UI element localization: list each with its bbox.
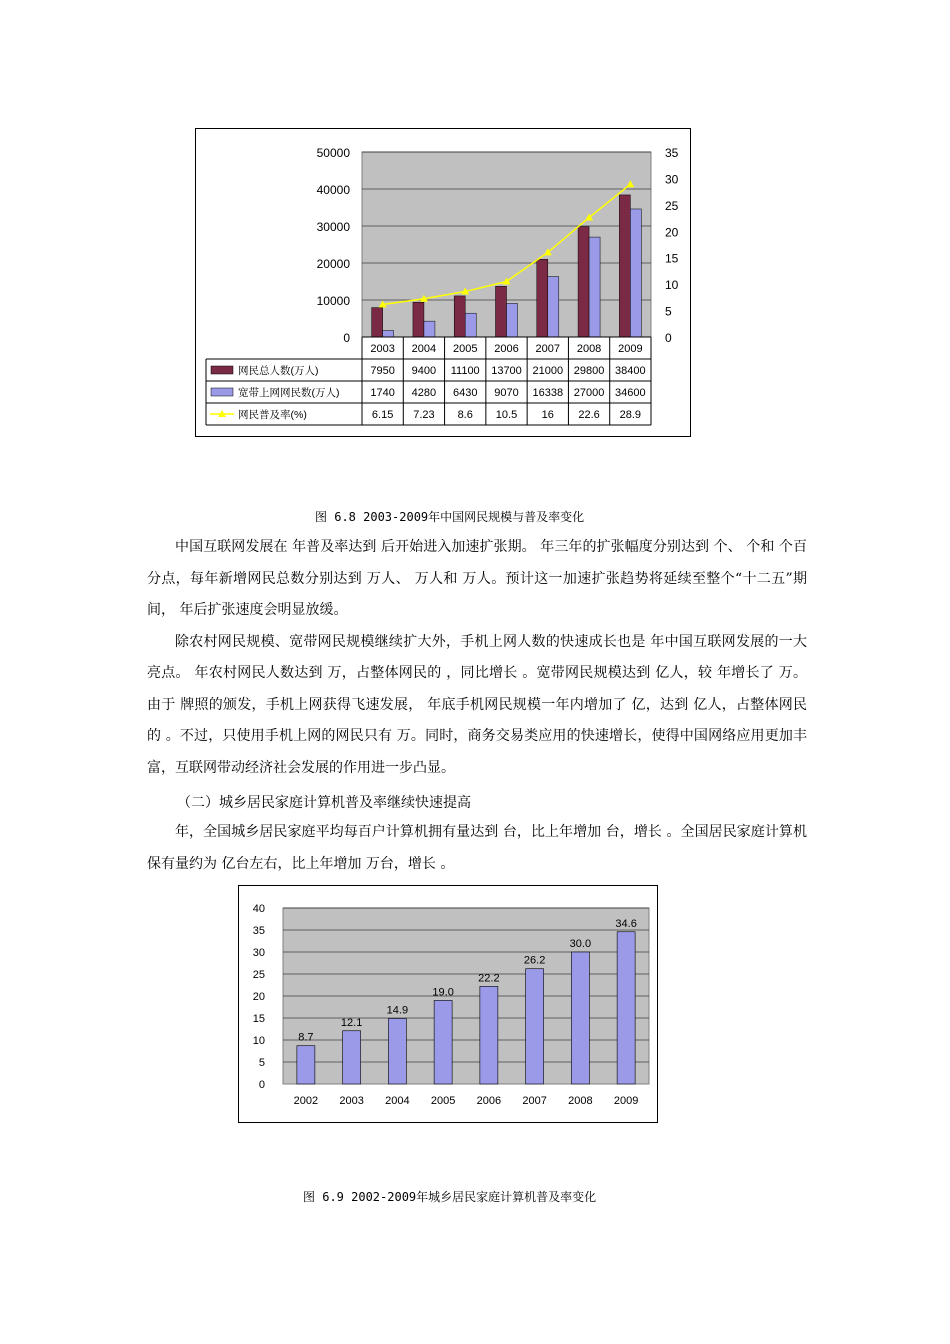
bar: [480, 986, 498, 1084]
body-text: [147, 532, 807, 784]
bar-value-label: 34.6: [615, 917, 637, 930]
table-cell: 34600: [615, 387, 646, 399]
bar: [413, 302, 424, 337]
table-cell: 11100: [450, 365, 480, 377]
y-right-tick-label: 35: [665, 146, 679, 160]
table-cell: 22.6: [578, 409, 600, 421]
paragraph-2: 除农村网民规模、宽带网民规模继续扩大外，手机上网人数的快速成长也是 年中国互联网发展的一大亮点。 年农村网民人数达到 万，占整体网民的 ，同比增长 。宽带网民规模达到 亿人，较 年增长了 万。由于 牌照的颁发，手机上网获得飞速发展， 年底手机网民规模一年内增加了 亿，达到 亿人，占整体网民的 。不过，只使用手机上网的网民只有 万。同时，商务交易类应用的快速增长，使得中国网络应用更加丰富，互联网带动经济社会发展的作用进一步凸显。: [147, 633, 807, 776]
bar-value-label: 19.0: [432, 986, 454, 999]
x-category-label: 2004: [385, 1095, 410, 1107]
y-right-tick-label: 10: [665, 278, 679, 293]
y-right-tick-label: 0: [665, 331, 672, 345]
bar: [526, 969, 544, 1084]
y-tick-label: 30: [252, 947, 265, 959]
bar: [619, 195, 630, 337]
bar: [434, 1000, 452, 1084]
bar-value-label: 8.7: [298, 1031, 314, 1044]
table-cell: 16338: [532, 387, 564, 399]
y-tick-label: 40: [252, 903, 265, 915]
x-category-label: 2008: [576, 343, 602, 355]
bar: [465, 313, 476, 337]
table-cell: 6.15: [371, 409, 394, 421]
bar: [507, 303, 518, 337]
table-cell: 1740: [370, 387, 395, 399]
computer-penetration-chart: [238, 885, 658, 1123]
x-category-label: 2002: [293, 1095, 319, 1107]
table-cell: 10.5: [495, 409, 518, 421]
bar-value-label: 22.2: [478, 972, 500, 985]
x-category-label: 2006: [476, 1095, 502, 1107]
y-right-tick-label: 25: [665, 198, 679, 213]
section-subheading: （二）城乡居民家庭计算机普及率继续快速提高: [177, 795, 471, 811]
table-cell: 27000: [573, 387, 605, 399]
y-left-tick-label: 30000: [316, 220, 350, 234]
y-left-tick-label: 50000: [316, 146, 350, 160]
y-left-tick-label: 0: [343, 331, 350, 345]
x-category-label: 2003: [339, 1095, 364, 1107]
table-cell: 28.9: [619, 409, 642, 421]
y-tick-label: 10: [252, 1035, 265, 1047]
bar: [589, 237, 600, 337]
bar: [372, 308, 383, 337]
x-category-label: 2009: [613, 1095, 639, 1107]
y-right-tick-label: 15: [665, 251, 679, 266]
figure-caption-6-8: 图 6.8 2003-2009年中国网民规模与普及率变化: [315, 510, 585, 524]
bar: [571, 952, 589, 1084]
bar-value-label: 14.9: [386, 1004, 409, 1017]
y-left-tick-label: 10000: [316, 294, 350, 308]
legend-swatch: [211, 388, 233, 396]
table-cell: 16: [541, 409, 554, 421]
y-left-tick-label: 20000: [316, 257, 350, 271]
legend-label: 网民普及率(%): [238, 409, 307, 421]
table-cell: 7950: [370, 365, 395, 377]
bar: [537, 259, 548, 337]
table-cell: 4280: [411, 387, 437, 399]
bar: [548, 277, 559, 337]
bar-value-label: 30.0: [569, 938, 592, 950]
x-category-label: 2005: [452, 343, 478, 355]
x-category-label: 2008: [568, 1095, 593, 1107]
y-right-tick-label: 5: [665, 304, 672, 319]
bar: [617, 932, 635, 1084]
paragraph-3: 年，全国城乡居民家庭平均每百户计算机拥有量达到 台，比上年增加 台，增长 。全国居民家庭计算机保有量约为 亿台左右，比上年增加 万台，增长 。: [147, 824, 807, 872]
computer-penetration-chart-svg: [239, 886, 659, 1124]
y-tick-label: 35: [252, 925, 265, 937]
y-tick-label: 25: [252, 969, 265, 981]
bar: [496, 286, 507, 337]
bar: [297, 1046, 315, 1084]
bar: [630, 209, 641, 337]
x-category-label: 2009: [618, 343, 643, 355]
table-cell: 8.6: [457, 409, 473, 421]
figure-caption-6-9: 图 6.9 2002-2009年城乡居民家庭计算机普及率变化: [303, 1190, 597, 1204]
table-cell: 29800: [573, 365, 605, 377]
y-tick-label: 20: [252, 991, 265, 1003]
internet-users-chart-svg: [196, 129, 692, 438]
y-left-tick-label: 40000: [316, 183, 350, 197]
table-cell: 9070: [494, 387, 519, 399]
bar: [454, 296, 465, 337]
bar: [343, 1031, 361, 1084]
x-category-label: 2005: [430, 1095, 456, 1107]
legend-swatch: [211, 366, 233, 374]
legend-label: 宽带上网网民数(万人): [238, 387, 340, 399]
internet-users-chart: [195, 128, 691, 437]
body-text-2: [147, 817, 807, 880]
bar: [388, 1018, 406, 1084]
bar: [424, 321, 435, 337]
y-tick-label: 15: [252, 1013, 265, 1025]
y-right-tick-label: 20: [665, 225, 679, 240]
table-cell: 21000: [532, 365, 564, 377]
table-cell: 9400: [411, 365, 437, 377]
table-cell: 13700: [491, 365, 522, 377]
table-cell: 7.23: [413, 409, 435, 421]
table-cell: 38400: [615, 365, 646, 377]
y-tick-label: 0: [258, 1079, 265, 1091]
bar-value-label: 12.1: [340, 1016, 363, 1029]
y-right-tick-label: 30: [665, 172, 679, 187]
bar-value-label: 26.2: [523, 954, 546, 967]
x-category-label: 2007: [522, 1095, 547, 1107]
x-category-label: 2003: [370, 343, 395, 355]
bar: [383, 331, 394, 337]
table-cell: 6430: [452, 387, 478, 399]
paragraph-1: 中国互联网发展在 年普及率达到 后开始进入加速扩张期。 年三年的扩张幅度分别达到 个、 个和 个百分点，每年新增网民总数分别达到 万人、 万人和 万人。预计这一加速扩张趋势将延续至整个“十二五”期间， 年后扩张速度会明显放缓。: [147, 539, 807, 618]
x-category-label: 2004: [411, 343, 437, 355]
y-tick-label: 5: [258, 1057, 265, 1069]
x-category-label: 2006: [494, 343, 519, 355]
x-category-label: 2007: [535, 343, 561, 355]
bar: [578, 227, 589, 337]
legend-label: 网民总人数(万人): [238, 365, 319, 377]
